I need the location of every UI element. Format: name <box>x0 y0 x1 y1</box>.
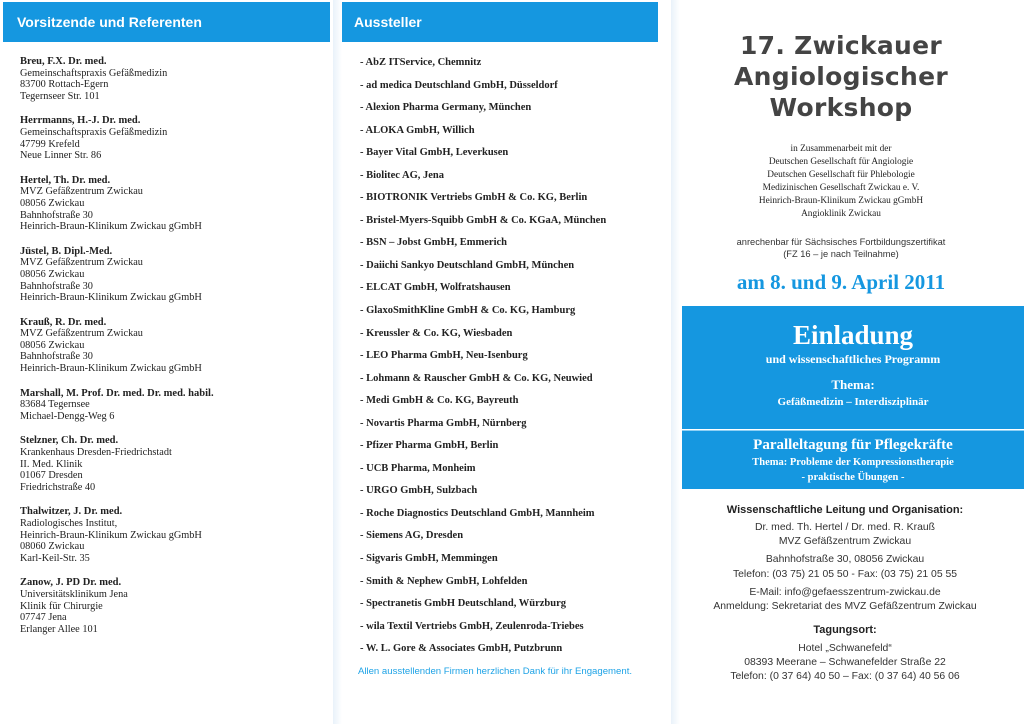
exhibitor-item: - BSN – Jobst GmbH, Emmerich <box>360 237 507 249</box>
venue-line: Telefon: (0 37 64) 40 50 – Fax: (0 37 64) 40 56 06 <box>730 671 960 683</box>
invitation-subtitle: und wissenschaftliches Programm <box>765 352 941 366</box>
speaker-address-line: Neue Linner Str. 86 <box>20 150 102 162</box>
venue-line: 08393 Meerane – Schwanefelder Straße 22 <box>744 657 946 669</box>
speaker-name: Jüstel, B. Dipl.-Med. <box>20 245 113 257</box>
speakers-list <box>20 56 327 648</box>
speaker-address-line: MVZ Gefäßzentrum Zwickau <box>20 186 143 198</box>
speaker-name: Marshall, M. Prof. Dr. med. Dr. med. habil. <box>20 387 214 399</box>
cooperation-line: Angioklinik Zwickau <box>801 209 881 219</box>
speaker-entry <box>20 175 327 233</box>
exhibitor-item: - Siemens AG, Dresden <box>360 530 464 542</box>
speaker-address-line: Karl-Keil-Str. 35 <box>20 552 90 564</box>
parallel-session-box <box>682 430 1024 489</box>
organisation-line: Dr. med. Th. Hertel / Dr. med. R. Krauß <box>755 522 935 533</box>
fold-divider-right <box>671 0 680 724</box>
exhibitor-item: - Lohmann & Rauscher GmbH & Co. KG, Neuwied <box>360 372 593 384</box>
cooperation-line: Heinrich-Braun-Klinikum Zwickau gGmbH <box>758 196 924 206</box>
speaker-entry <box>20 435 327 493</box>
speaker-address-line: Bahnhofstraße 30 <box>20 209 93 221</box>
cover-panel <box>682 0 1024 724</box>
speaker-entry <box>20 56 327 102</box>
organisation-line: Telefon: (03 75) 21 05 50 - Fax: (03 75) 21 05 55 <box>732 568 958 580</box>
exhibitors-header: Aussteller <box>342 2 658 42</box>
venue-block <box>682 624 1008 685</box>
speaker-address-line: Erlanger Allee 101 <box>20 623 98 635</box>
speaker-name: Zanow, J. PD Dr. med. <box>20 577 122 589</box>
exhibitor-item: - Kreussler & Co. KG, Wiesbaden <box>360 327 513 339</box>
speaker-entry <box>20 577 327 635</box>
exhibitor-item: - Daiichi Sankyo Deutschland GmbH, München <box>360 259 575 271</box>
speaker-name: Breu, F.X. Dr. med. <box>20 56 107 67</box>
exhibitor-item: - wila Textil Vertriebs GmbH, Zeulenroda-Triebes <box>360 620 584 632</box>
speaker-address-line: MVZ Gefäßzentrum Zwickau <box>20 257 143 269</box>
exhibitor-item: - LEO Pharma GmbH, Neu-Isenburg <box>360 350 528 362</box>
title-line-2: Angiologischer <box>734 62 948 91</box>
exhibitor-item: - BIOTRONIK Vertriebs GmbH & Co. KG, Berlin <box>360 192 588 204</box>
exhibitor-item: - Pfizer Pharma GmbH, Berlin <box>360 440 499 452</box>
theme-label: Thema: <box>831 377 875 392</box>
organisation-block <box>682 504 1008 614</box>
speaker-address-line: 07747 Jena <box>20 612 67 624</box>
parallel-session-theme: Thema: Probleme der Kompressionstherapie <box>752 457 954 468</box>
speaker-address-line: 47799 Krefeld <box>20 138 80 150</box>
speaker-address-line: 08056 Zwickau <box>20 268 85 280</box>
speaker-entry <box>20 388 327 423</box>
exhibitor-item: - Bayer Vital GmbH, Leverkusen <box>360 147 509 159</box>
speaker-address-line: 08056 Zwickau <box>20 339 85 351</box>
parallel-session-title: Paralleltagung für Pflegekräfte <box>753 437 953 453</box>
speaker-address-line: 08060 Zwickau <box>20 541 85 553</box>
speaker-address-line: Michael-Dengg-Weg 6 <box>20 410 115 422</box>
title-line-1: 17. Zwickauer <box>739 31 943 60</box>
exhibitor-item: - UCB Pharma, Monheim <box>360 462 476 474</box>
exhibitor-item: - ELCAT GmbH, Wolfratshausen <box>360 282 511 294</box>
speaker-address-line: Heinrich-Braun-Klinikum Zwickau gGmbH <box>20 292 202 304</box>
speaker-name: Krauß, R. Dr. med. <box>20 316 107 328</box>
parallel-session-subtheme: - praktische Übungen - <box>801 472 905 483</box>
event-date: am 8. und 9. April 2011 <box>736 270 946 294</box>
speaker-entry <box>20 317 327 375</box>
theme-text: Gefäßmedizin – Interdisziplinär <box>777 396 929 408</box>
invitation-box <box>682 306 1024 429</box>
speaker-address-line: Tegernseer Str. 101 <box>20 90 100 102</box>
exhibitor-item: - Smith & Nephew GmbH, Lohfelden <box>360 575 528 587</box>
speaker-address-line: Klinik für Chirurgie <box>20 600 103 612</box>
organisation-line: MVZ Gefäßzentrum Zwickau <box>778 536 912 548</box>
exhibitor-item: - AbZ ITService, Chemnitz <box>360 57 482 68</box>
cooperation-line: Medizinischen Gesellschaft Zwickau e. V. <box>762 183 920 193</box>
speaker-name: Hertel, Th. Dr. med. <box>20 174 111 186</box>
exhibitor-item: - ALOKA GmbH, Willich <box>360 124 475 136</box>
cooperation-line: Deutschen Gesellschaft für Angiologie <box>768 157 914 167</box>
speaker-entry <box>20 115 327 161</box>
exhibitor-item: - Biolitec AG, Jena <box>360 169 444 181</box>
speaker-address-line: Heinrich-Braun-Klinikum Zwickau gGmbH <box>20 529 202 541</box>
exhibitor-item: - Medi GmbH & Co. KG, Bayreuth <box>360 395 519 407</box>
venue-heading: Tagungsort: <box>813 624 877 636</box>
exhibitor-item: - Bristel-Myers-Squibb GmbH & Co. KGaA, München <box>360 214 607 226</box>
speaker-address-line: Gemeinschaftspraxis Gefäßmedizin <box>20 67 168 79</box>
exhibitor-item: - GlaxoSmithKline GmbH & Co. KG, Hamburg <box>360 305 576 317</box>
speaker-entry <box>20 506 327 564</box>
venue-line: Hotel „Schwanefeld“ <box>798 643 892 654</box>
exhibitor-item: - Sigvaris GmbH, Memmingen <box>360 553 498 565</box>
speaker-address-line: Heinrich-Braun-Klinikum Zwickau gGmbH <box>20 221 202 233</box>
exhibitor-item: - Spectranetis GmbH Deutschland, Würzburg <box>360 598 567 610</box>
certification-line: (FZ 16 – je nach Teilnahme) <box>783 249 899 259</box>
certification-note <box>682 236 1000 260</box>
speaker-address-line: Gemeinschaftspraxis Gefäßmedizin <box>20 126 168 138</box>
fold-divider-left <box>333 0 342 724</box>
exhibitors-panel <box>342 0 670 724</box>
speaker-address-line: 83684 Tegernsee <box>20 399 90 411</box>
speaker-address-line: Radiologisches Institut, <box>20 518 118 529</box>
exhibitor-item: - W. L. Gore & Associates GmbH, Putzbrunn <box>360 643 563 655</box>
speaker-address-line: Bahnhofstraße 30 <box>20 351 93 363</box>
cooperation-partners <box>682 143 1000 221</box>
invitation-title: Einladung <box>792 320 914 350</box>
speaker-name: Stelzner, Ch. Dr. med. <box>20 435 119 447</box>
organisation-heading: Wissenschaftliche Leitung und Organisation: <box>726 504 964 516</box>
speaker-address-line: Universitätsklinikum Jena <box>20 588 128 600</box>
speaker-address-line: II. Med. Klinik <box>20 458 83 470</box>
organisation-registration: Anmeldung: Sekretariat des MVZ Gefäßzentrum Zwickau <box>713 601 977 613</box>
speaker-name: Thalwitzer, J. Dr. med. <box>20 506 123 518</box>
speakers-header: Vorsitzende und Referenten <box>3 2 330 42</box>
speakers-panel <box>0 0 333 724</box>
speaker-address-line: Friedrichstraße 40 <box>20 481 96 493</box>
organisation-line: Bahnhofstraße 30, 08056 Zwickau <box>765 554 925 566</box>
cooperation-line: Deutschen Gesellschaft für Phlebologie <box>767 170 915 180</box>
speaker-address-line: MVZ Gefäßzentrum Zwickau <box>20 328 143 340</box>
exhibitor-item: - Alexion Pharma Germany, München <box>360 102 532 114</box>
exhibitors-list <box>360 52 660 661</box>
certification-line: anrechenbar für Sächsisches Fortbildungszertifikat <box>736 237 946 247</box>
exhibitor-item: - URGO GmbH, Sulzbach <box>360 485 478 497</box>
exhibitors-thanks: Allen ausstellenden Firmen herzlichen Dank für ihr Engagement. <box>357 666 633 677</box>
speaker-address-line: Krankenhaus Dresden-Friedrichstadt <box>20 447 172 459</box>
speaker-name: Herrmanns, H.-J. Dr. med. <box>20 115 141 127</box>
exhibitor-item: - ad medica Deutschland GmbH, Düsseldorf <box>360 79 558 91</box>
organisation-email: E-Mail: info@gefaesszentrum-zwickau.de <box>749 586 941 598</box>
speaker-address-line: 01067 Dresden <box>20 470 83 482</box>
workshop-title <box>682 30 1000 123</box>
exhibitor-item: - Roche Diagnostics Deutschland GmbH, Mannheim <box>360 507 595 519</box>
speaker-address-line: 83700 Rottach-Egern <box>20 79 109 91</box>
speaker-address-line: 08056 Zwickau <box>20 197 85 209</box>
cooperation-line: in Zusammenarbeit mit der <box>790 144 892 154</box>
speaker-address-line: Bahnhofstraße 30 <box>20 280 93 292</box>
exhibitor-item: - Novartis Pharma GmbH, Nürnberg <box>360 417 527 429</box>
speaker-entry <box>20 246 327 304</box>
speaker-address-line: Heinrich-Braun-Klinikum Zwickau gGmbH <box>20 363 202 375</box>
title-line-3: Workshop <box>769 93 913 122</box>
